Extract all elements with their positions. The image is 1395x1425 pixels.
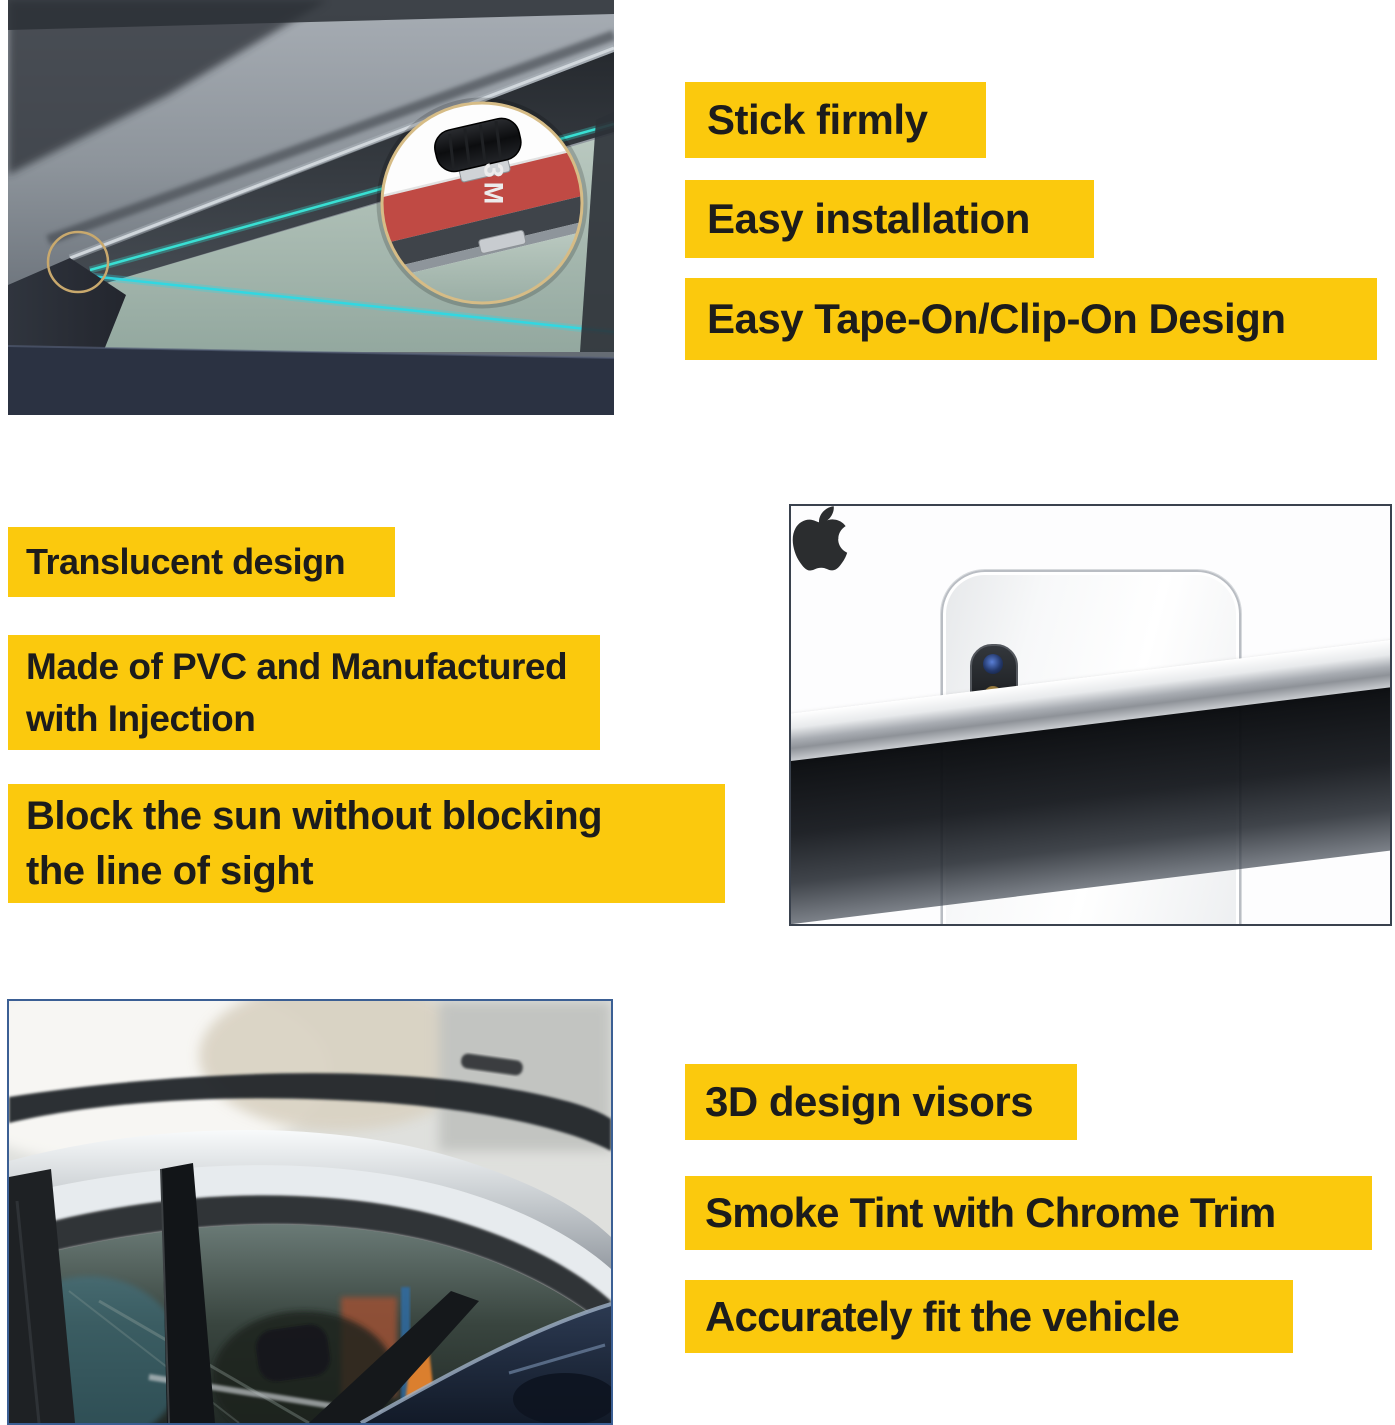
translucency-demo-photo xyxy=(789,504,1392,926)
feature-label-line2: the line of sight xyxy=(26,848,314,893)
feature-tag-easy-installation xyxy=(685,180,1094,258)
feature-label: Accurately fit the vehicle xyxy=(705,1292,1180,1340)
tape-brand-text: 3M xyxy=(478,162,509,209)
feature-label-line1: Block the sun without blocking xyxy=(26,793,603,838)
feature-label: Easy Tape-On/Clip-On Design xyxy=(707,295,1286,342)
feature-tag-block-sun xyxy=(8,784,725,903)
installed-visor-photo xyxy=(7,999,613,1425)
feature-tag-stick-firmly xyxy=(685,82,986,158)
feature-tag-smoke-tint xyxy=(685,1176,1372,1250)
feature-label: Easy installation xyxy=(707,195,1030,242)
feature-label-line2: with Injection xyxy=(26,697,256,739)
feature-tag-tape-on-clip-on xyxy=(685,278,1377,360)
visor-tape-detail-photo xyxy=(8,0,614,415)
feature-tag-translucent xyxy=(8,527,395,597)
feature-label: 3D design visors xyxy=(705,1078,1034,1125)
feature-label: Stick firmly xyxy=(707,96,928,143)
feature-tag-pvc xyxy=(8,635,600,750)
feature-tag-accurate-fit xyxy=(685,1280,1293,1353)
feature-tag-3d-design xyxy=(685,1064,1077,1140)
car-photo-art xyxy=(9,1001,611,1423)
feature-label-line1: Made of PVC and Manufactured xyxy=(26,645,568,687)
feature-label: Smoke Tint with Chrome Trim xyxy=(705,1189,1276,1236)
camera-lens-top xyxy=(983,654,1003,674)
apple-logo-through-tint xyxy=(791,506,853,574)
feature-label: Translucent design xyxy=(26,541,346,582)
tape-photo-art xyxy=(8,0,614,415)
